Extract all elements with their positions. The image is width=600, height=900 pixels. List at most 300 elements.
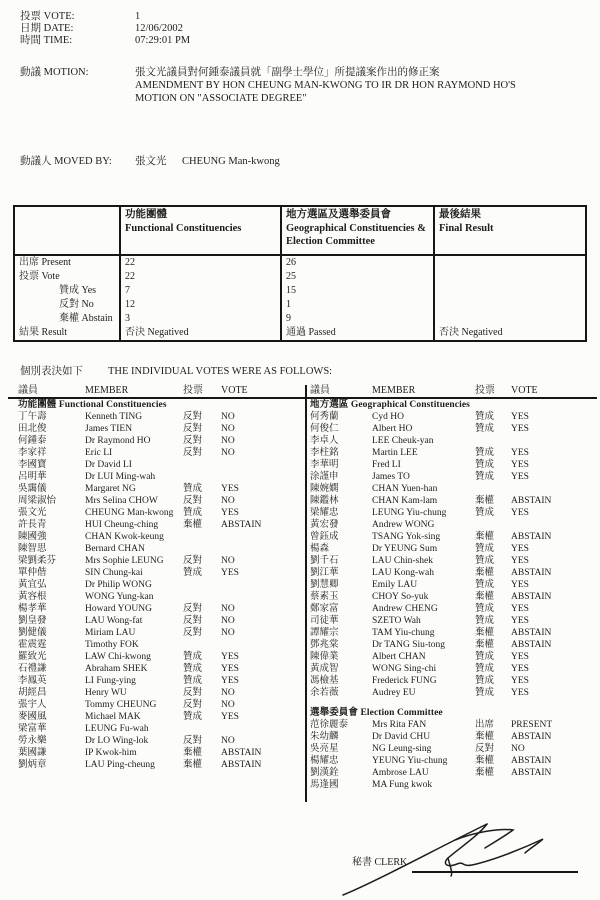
member-vote-row bbox=[310, 616, 596, 628]
vote-value-english: ABSTAIN bbox=[221, 748, 262, 758]
geographical-value: 26 bbox=[280, 256, 433, 270]
member-name-chinese: 李柱銘 bbox=[310, 448, 339, 458]
vote-value-chinese: 反對 bbox=[183, 436, 203, 446]
member-vote-row bbox=[310, 780, 596, 792]
member-vote-row bbox=[310, 732, 596, 744]
vote-value-chinese bbox=[183, 724, 221, 736]
vote-value-chinese: 棄權 bbox=[475, 592, 495, 602]
fr-header-line-cn: 最後結果 bbox=[439, 209, 481, 220]
mover-name-chinese: 張文光 bbox=[135, 156, 167, 167]
member-name-chinese: 鄧兆棠 bbox=[310, 640, 339, 650]
vote-value-chinese: 反對 bbox=[183, 448, 203, 458]
member-vote-row bbox=[310, 520, 596, 532]
vote-value-english: YES bbox=[511, 472, 529, 482]
vote-value-english bbox=[221, 532, 300, 544]
final-result-value bbox=[433, 270, 585, 284]
member-name-chinese: 李國寶 bbox=[18, 460, 47, 470]
vote-value-english: NO bbox=[221, 700, 235, 710]
vote-value-english bbox=[221, 472, 300, 484]
member-name-chinese: 司徒華 bbox=[310, 616, 339, 626]
vote-value-chinese: 贊成 bbox=[183, 652, 203, 662]
member-name-english: Dr Philip WONG bbox=[85, 580, 152, 590]
vote-value-chinese: 反對 bbox=[183, 604, 203, 614]
member-name-english: Dr TANG Siu-tong bbox=[372, 640, 445, 650]
member-name-english: Mrs Rita FAN bbox=[372, 720, 427, 730]
vote-value-english: ABSTAIN bbox=[511, 532, 552, 542]
member-name-english: James TO bbox=[372, 472, 410, 482]
vote-value-english: NO bbox=[221, 496, 235, 506]
vote-value-english: ABSTAIN bbox=[511, 732, 552, 742]
fr-header-line-en: Final Result bbox=[439, 222, 494, 234]
vote-value-english: NO bbox=[221, 736, 235, 746]
vote-value-english: YES bbox=[511, 508, 529, 518]
summary-row bbox=[15, 270, 585, 284]
vote-value-english: ABSTAIN bbox=[511, 628, 552, 638]
vote-value-english: ABSTAIN bbox=[511, 592, 552, 602]
member-name-english: SZETO Wah bbox=[372, 616, 421, 626]
vote-value-english bbox=[221, 640, 300, 652]
vote-value-chinese: 贊成 bbox=[475, 616, 495, 626]
vote-value-chinese: 贊成 bbox=[475, 664, 495, 674]
member-name-english: James TIEN bbox=[85, 424, 133, 434]
motion-text bbox=[135, 66, 516, 105]
member-name-english: Mrs Selina CHOW bbox=[85, 496, 158, 506]
member-en-column-header: MEMBER bbox=[372, 385, 416, 396]
constituency-section-header: 地方選區 Geographical Constituencies bbox=[310, 400, 470, 410]
vote-value-chinese: 贊成 bbox=[475, 544, 495, 554]
member-name-english: Dr LO Wing-lok bbox=[85, 736, 149, 746]
geographical-table-header bbox=[310, 385, 596, 400]
member-name-chinese: 丁午壽 bbox=[18, 412, 47, 422]
member-name-english: Michael MAK bbox=[85, 712, 141, 722]
vote-value-english: YES bbox=[511, 652, 529, 662]
member-name-english: Albert HO bbox=[372, 424, 413, 434]
member-vote-row bbox=[18, 472, 300, 484]
member-vote-row bbox=[310, 568, 596, 580]
fc-header-line-cn: 功能團體 bbox=[125, 209, 167, 220]
vote-value-chinese: 贊成 bbox=[475, 472, 495, 482]
mover-name-english: CHEUNG Man-kwong bbox=[182, 156, 280, 167]
member-name-chinese: 梁耀忠 bbox=[310, 508, 339, 518]
member-vote-row bbox=[310, 720, 596, 732]
member-vote-row bbox=[18, 616, 300, 628]
member-name-english: WONG Yung-kan bbox=[85, 592, 154, 602]
vote-en-column-header: VOTE bbox=[511, 385, 538, 396]
vote-value-english: YES bbox=[221, 712, 239, 722]
vote-value-english bbox=[511, 484, 596, 496]
vote-value-chinese: 棄權 bbox=[183, 760, 203, 770]
vote-value-english: YES bbox=[511, 412, 529, 422]
vote-value-chinese bbox=[183, 544, 221, 556]
member-name-english: LEUNG Fu-wah bbox=[85, 724, 149, 734]
vote-cn-column-header: 投票 bbox=[183, 385, 203, 396]
section-gap bbox=[310, 700, 596, 708]
vote-value-english: NO bbox=[511, 744, 525, 754]
vote-value-english bbox=[511, 520, 596, 532]
moved-by-label: 動議人 MOVED BY: bbox=[20, 156, 112, 167]
vote-value-chinese: 贊成 bbox=[475, 652, 495, 662]
member-vote-row bbox=[18, 760, 300, 772]
geographical-value: 25 bbox=[280, 270, 433, 284]
vote-value-chinese: 棄權 bbox=[475, 640, 495, 650]
final-result-value: 否決 Negatived bbox=[433, 326, 585, 340]
member-vote-row bbox=[310, 688, 596, 700]
member-name-chinese: 胡經昌 bbox=[18, 688, 47, 698]
member-name-english: LEE Cheuk-yan bbox=[372, 436, 434, 446]
member-name-chinese: 勞永樂 bbox=[18, 736, 47, 746]
summary-body bbox=[15, 256, 585, 340]
individual-votes-heading-chinese: 個別表決如下 bbox=[20, 366, 83, 377]
vote-value-english: ABSTAIN bbox=[511, 496, 552, 506]
vote-value-english: NO bbox=[221, 688, 235, 698]
member-vote-row bbox=[310, 592, 596, 604]
vote-value-english: YES bbox=[221, 676, 239, 686]
vote-value-english: YES bbox=[511, 544, 529, 554]
member-cn-column-header: 議員 bbox=[310, 385, 330, 396]
member-name-chinese: 梁富華 bbox=[18, 724, 47, 734]
member-vote-row bbox=[18, 580, 300, 592]
member-name-chinese: 鄭家富 bbox=[310, 604, 339, 614]
member-name-english: LEUNG Yiu-chung bbox=[372, 508, 447, 518]
vote-value-chinese bbox=[183, 640, 221, 652]
member-name-english: LI Fung-ying bbox=[85, 676, 136, 686]
vote-value-chinese bbox=[183, 532, 221, 544]
member-vote-row bbox=[310, 532, 596, 544]
final-result-value bbox=[433, 256, 585, 270]
vote-value-chinese: 棄權 bbox=[475, 732, 495, 742]
member-vote-row bbox=[18, 736, 300, 748]
vote-value-chinese bbox=[475, 780, 511, 792]
member-vote-row bbox=[18, 508, 300, 520]
member-name-chinese: 劉江華 bbox=[310, 568, 339, 578]
motion-line-english-2: MOTION ON "ASSOCIATE DEGREE" bbox=[135, 93, 307, 104]
member-name-chinese: 單仲偕 bbox=[18, 568, 47, 578]
member-name-english: HUI Cheung-ching bbox=[85, 520, 159, 530]
member-name-chinese: 麥國風 bbox=[18, 712, 47, 722]
functional-value: 7 bbox=[119, 284, 280, 298]
member-vote-row bbox=[18, 712, 300, 724]
individual-votes-heading bbox=[20, 366, 332, 378]
summary-row-label: 棄權 Abstain bbox=[59, 313, 113, 324]
member-name-english: TSANG Yok-sing bbox=[372, 532, 441, 542]
vote-value-english: ABSTAIN bbox=[511, 568, 552, 578]
vote-value-chinese bbox=[183, 472, 221, 484]
vote-value-english: NO bbox=[221, 424, 235, 434]
geographical-votes-table bbox=[310, 385, 596, 792]
member-name-english: Andrew WONG bbox=[372, 520, 435, 530]
member-vote-row bbox=[18, 568, 300, 580]
gc-header-line-en-1: Geographical Constituencies & bbox=[286, 222, 426, 234]
vote-meta-block bbox=[20, 11, 190, 47]
member-vote-row bbox=[18, 604, 300, 616]
geographical-value: 通過 Passed bbox=[280, 326, 433, 340]
summary-row-label: 反對 No bbox=[59, 299, 94, 310]
summary-row-label: 結果 Result bbox=[19, 327, 68, 338]
member-name-chinese: 劉炳章 bbox=[18, 760, 47, 770]
vote-value-chinese: 反對 bbox=[183, 556, 203, 566]
member-name-english: Fred LI bbox=[372, 460, 401, 470]
member-en-column-header: MEMBER bbox=[85, 385, 129, 396]
summary-row bbox=[15, 312, 585, 326]
vote-value-english: ABSTAIN bbox=[221, 760, 262, 770]
date-row bbox=[20, 23, 190, 35]
vote-value-chinese bbox=[475, 436, 511, 448]
member-name-chinese: 陳智思 bbox=[18, 544, 47, 554]
vote-value-english: PRESENT bbox=[511, 720, 553, 730]
member-name-chinese: 馬逢國 bbox=[310, 780, 339, 790]
member-vote-row bbox=[18, 424, 300, 436]
vote-value-chinese bbox=[183, 460, 221, 472]
member-vote-row bbox=[310, 508, 596, 520]
member-vote-row bbox=[310, 556, 596, 568]
member-name-chinese: 許長青 bbox=[18, 520, 47, 530]
member-vote-row bbox=[18, 460, 300, 472]
member-name-chinese: 李家祥 bbox=[18, 448, 47, 458]
member-name-english: Martin LEE bbox=[372, 448, 418, 458]
motion-label: 動議 MOTION: bbox=[20, 67, 89, 78]
gc-header-line-en-2: Election Committee bbox=[286, 236, 375, 247]
vote-value-english: YES bbox=[221, 652, 239, 662]
vote-value-english: YES bbox=[511, 688, 529, 698]
member-name-english: LAU Chin-shek bbox=[372, 556, 433, 566]
vote-value-chinese: 贊成 bbox=[183, 712, 203, 722]
final-result-value bbox=[433, 312, 585, 326]
functional-votes-rows bbox=[18, 400, 300, 772]
member-name-english: CHAN Kwok-keung bbox=[85, 532, 164, 542]
vote-value-english: YES bbox=[511, 664, 529, 674]
member-vote-row bbox=[18, 532, 300, 544]
member-name-chinese: 張文光 bbox=[18, 508, 47, 518]
summary-row bbox=[15, 256, 585, 270]
functional-value: 3 bbox=[119, 312, 280, 326]
member-vote-row bbox=[18, 496, 300, 508]
vote-value-chinese: 棄權 bbox=[475, 768, 495, 778]
member-vote-row bbox=[18, 484, 300, 496]
member-vote-row bbox=[310, 768, 596, 780]
member-name-chinese: 陳偉業 bbox=[310, 652, 339, 662]
member-name-english: IP Kwok-him bbox=[85, 748, 137, 758]
member-vote-row bbox=[18, 664, 300, 676]
member-vote-row bbox=[18, 748, 300, 760]
motion-block bbox=[20, 66, 516, 105]
summary-row-label: 投票 Vote bbox=[19, 271, 60, 282]
vote-number-label: 投票 VOTE: bbox=[20, 11, 75, 22]
vote-value-chinese: 贊成 bbox=[475, 604, 495, 614]
member-name-chinese: 霍震霆 bbox=[18, 640, 47, 650]
vote-en-column-header: VOTE bbox=[221, 385, 248, 396]
vote-number-row bbox=[20, 11, 190, 23]
vote-value-english: YES bbox=[511, 604, 529, 614]
vote-value-english: ABSTAIN bbox=[221, 520, 262, 530]
member-name-chinese: 馮檢基 bbox=[310, 676, 339, 686]
vote-value-english: ABSTAIN bbox=[511, 640, 552, 650]
vote-value-english: ABSTAIN bbox=[511, 768, 552, 778]
vote-value-english: YES bbox=[511, 616, 529, 626]
vote-value-english bbox=[511, 780, 596, 792]
member-name-english: Ambrose LAU bbox=[372, 768, 429, 778]
summary-row bbox=[15, 284, 585, 298]
member-name-chinese: 張宇人 bbox=[18, 700, 47, 710]
member-name-chinese: 田北俊 bbox=[18, 424, 47, 434]
member-vote-row bbox=[18, 556, 300, 568]
member-vote-row bbox=[310, 756, 596, 768]
member-vote-row bbox=[18, 676, 300, 688]
member-vote-row bbox=[310, 424, 596, 436]
time-row bbox=[20, 35, 190, 47]
member-vote-row bbox=[18, 448, 300, 460]
member-vote-row bbox=[310, 580, 596, 592]
functional-votes-table bbox=[18, 385, 300, 772]
member-name-english: CHAN Yuen-han bbox=[372, 484, 438, 494]
member-vote-row bbox=[310, 664, 596, 676]
member-name-chinese: 楊森 bbox=[310, 544, 330, 554]
member-name-english: Dr Raymond HO bbox=[85, 436, 151, 446]
functional-value: 否決 Negatived bbox=[119, 326, 280, 340]
date-label: 日期 DATE: bbox=[20, 23, 74, 34]
vote-value-english bbox=[221, 460, 300, 472]
vote-value-chinese: 贊成 bbox=[183, 676, 203, 686]
member-name-chinese: 呂明華 bbox=[18, 472, 47, 482]
vote-value-chinese: 棄權 bbox=[183, 748, 203, 758]
table-separator-line bbox=[305, 385, 307, 802]
member-name-chinese: 楊孝華 bbox=[18, 604, 47, 614]
member-vote-row bbox=[18, 436, 300, 448]
member-name-english: Timothy FOK bbox=[85, 640, 139, 650]
gc-header-line-cn: 地方選區及選舉委員會 bbox=[286, 209, 391, 220]
vote-value-english: YES bbox=[511, 424, 529, 434]
vote-value-chinese bbox=[475, 520, 511, 532]
member-name-english: Dr David CHU bbox=[372, 732, 431, 742]
member-name-english: Frederick FUNG bbox=[372, 676, 437, 686]
vote-value-chinese: 贊成 bbox=[183, 568, 203, 578]
vote-number-value: 1 bbox=[135, 11, 141, 22]
member-name-english: WONG Sing-chi bbox=[372, 664, 437, 674]
member-name-english: Tommy CHEUNG bbox=[85, 700, 157, 710]
member-name-english: Dr LUI Ming-wah bbox=[85, 472, 156, 482]
summary-row bbox=[15, 298, 585, 312]
constituency-section-header: 選舉委員會 Election Committee bbox=[310, 708, 443, 718]
member-name-english: Dr David LI bbox=[85, 460, 132, 470]
motion-line-chinese: 張文光議員對何鍾泰議員就「副學士學位」所提議案作出的修正案 bbox=[135, 67, 440, 78]
member-vote-row bbox=[310, 460, 596, 472]
vote-value-chinese: 反對 bbox=[183, 736, 203, 746]
member-name-english: Henry WU bbox=[85, 688, 127, 698]
vote-value-english: YES bbox=[511, 556, 529, 566]
member-name-chinese: 葉國謙 bbox=[18, 748, 47, 758]
member-name-english: Andrew CHENG bbox=[372, 604, 438, 614]
member-vote-row bbox=[18, 592, 300, 604]
member-name-english: Miriam LAU bbox=[85, 628, 136, 638]
final-result-value bbox=[433, 298, 585, 312]
member-vote-row bbox=[310, 744, 596, 756]
member-cn-column-header: 議員 bbox=[18, 385, 38, 396]
member-name-chinese: 羅致光 bbox=[18, 652, 47, 662]
vote-value-chinese: 反對 bbox=[475, 744, 495, 754]
vote-value-english: NO bbox=[221, 616, 235, 626]
member-name-english: Emily LAU bbox=[372, 580, 418, 590]
member-name-chinese: 譚耀宗 bbox=[310, 628, 339, 638]
member-name-english: Mrs Sophie LEUNG bbox=[85, 556, 164, 566]
summary-header-row bbox=[15, 207, 585, 256]
member-name-chinese: 范徐麗泰 bbox=[310, 720, 349, 730]
vote-value-english bbox=[221, 724, 300, 736]
member-name-english: LAU Wong-fat bbox=[85, 616, 143, 626]
functional-constituencies-header bbox=[119, 207, 280, 254]
motion-line-english-1: AMENDMENT BY HON CHEUNG MAN-KWONG TO IR DR HON RAYMOND HO'S bbox=[135, 80, 516, 91]
vote-value-chinese: 棄權 bbox=[475, 568, 495, 578]
member-name-chinese: 李華明 bbox=[310, 460, 339, 470]
vote-value-chinese: 反對 bbox=[183, 700, 203, 710]
member-name-english: Howard YOUNG bbox=[85, 604, 152, 614]
member-name-chinese: 何鍾泰 bbox=[18, 436, 47, 446]
constituency-section-header: 功能團體 Functional Constituencies bbox=[18, 400, 167, 410]
member-name-chinese: 余若薇 bbox=[310, 688, 339, 698]
vote-value-chinese: 反對 bbox=[183, 496, 203, 506]
member-vote-row bbox=[18, 628, 300, 640]
member-name-english: Abraham SHEK bbox=[85, 664, 148, 674]
vote-value-chinese: 贊成 bbox=[475, 580, 495, 590]
member-name-english: CHOY So-yuk bbox=[372, 592, 429, 602]
geographical-value: 1 bbox=[280, 298, 433, 312]
member-vote-row bbox=[18, 544, 300, 556]
geographical-votes-rows bbox=[310, 400, 596, 792]
member-name-english: Kenneth TING bbox=[85, 412, 143, 422]
member-vote-row bbox=[310, 544, 596, 556]
member-name-chinese: 陳婉嫻 bbox=[310, 484, 339, 494]
vote-value-chinese: 贊成 bbox=[475, 448, 495, 458]
vote-value-chinese: 棄權 bbox=[183, 520, 203, 530]
vote-value-english: YES bbox=[221, 484, 239, 494]
time-label: 時間 TIME: bbox=[20, 35, 73, 46]
member-name-chinese: 劉慧卿 bbox=[310, 580, 339, 590]
member-vote-row bbox=[310, 412, 596, 424]
summary-table bbox=[13, 205, 587, 342]
member-name-chinese: 李鳳英 bbox=[18, 676, 47, 686]
vote-value-chinese: 贊成 bbox=[475, 688, 495, 698]
member-name-english: LAU Ping-cheung bbox=[85, 760, 155, 770]
member-vote-row bbox=[18, 724, 300, 736]
member-name-english: Albert CHAN bbox=[372, 652, 426, 662]
member-name-english: Bernard CHAN bbox=[85, 544, 145, 554]
vote-value-chinese: 棄權 bbox=[475, 628, 495, 638]
member-name-english: Margaret NG bbox=[85, 484, 136, 494]
vote-value-chinese: 贊成 bbox=[475, 460, 495, 470]
clerk-label: 秘書 CLERK bbox=[352, 857, 408, 868]
member-name-english: CHEUNG Man-kwong bbox=[85, 508, 174, 518]
member-name-chinese: 朱幼麟 bbox=[310, 732, 339, 742]
member-name-chinese: 李卓人 bbox=[310, 436, 339, 446]
member-name-chinese: 黃容根 bbox=[18, 592, 47, 602]
functional-value: 22 bbox=[119, 256, 280, 270]
vote-value-english: YES bbox=[511, 580, 529, 590]
vote-value-english: YES bbox=[221, 508, 239, 518]
vote-value-english: YES bbox=[511, 448, 529, 458]
member-name-english: Audrey EU bbox=[372, 688, 416, 698]
member-name-english: Eric LI bbox=[85, 448, 113, 458]
member-name-english: Cyd HO bbox=[372, 412, 404, 422]
member-name-chinese: 黃成智 bbox=[310, 664, 339, 674]
vote-value-chinese: 棄權 bbox=[475, 496, 495, 506]
member-vote-row bbox=[18, 688, 300, 700]
vote-value-chinese: 贊成 bbox=[475, 676, 495, 686]
member-name-chinese: 黃宏發 bbox=[310, 520, 339, 530]
member-name-chinese: 楊耀忠 bbox=[310, 756, 339, 766]
vote-value-english: NO bbox=[221, 436, 235, 446]
vote-value-chinese: 反對 bbox=[183, 628, 203, 638]
vote-value-chinese: 贊成 bbox=[183, 484, 203, 494]
vote-value-chinese: 贊成 bbox=[475, 412, 495, 422]
member-vote-row bbox=[18, 412, 300, 424]
